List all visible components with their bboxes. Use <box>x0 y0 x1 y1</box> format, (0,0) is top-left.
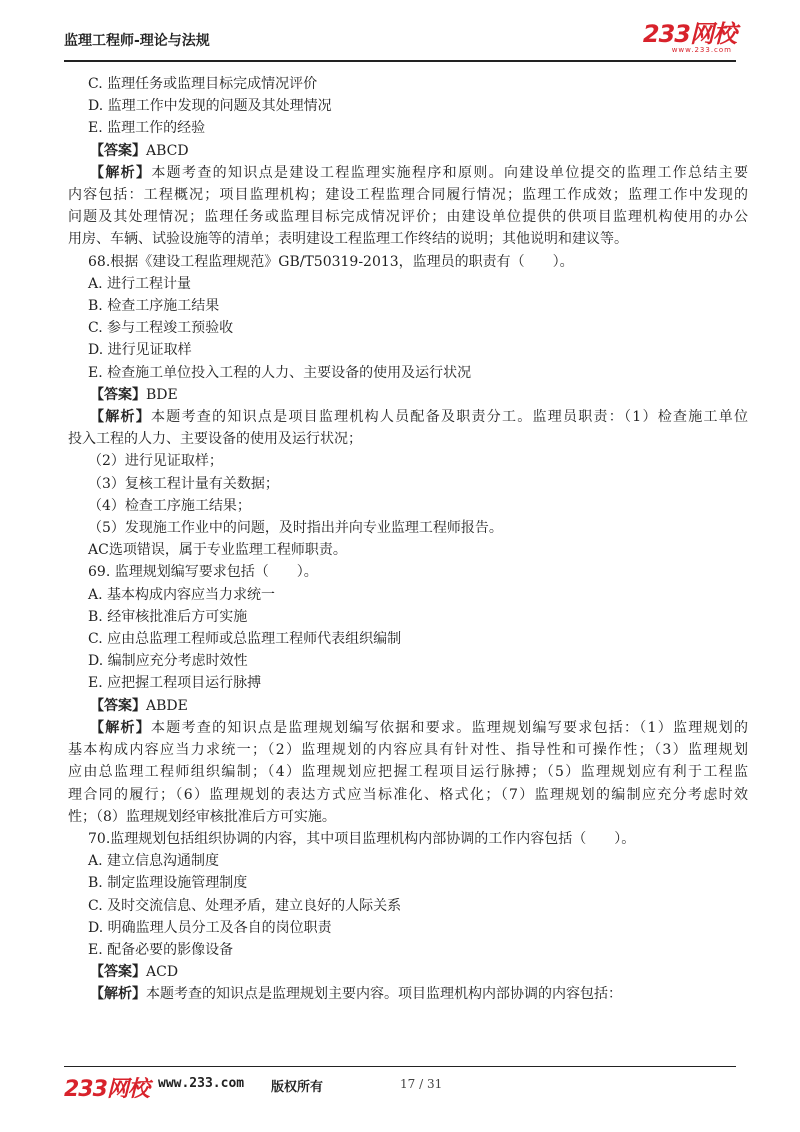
line-text: E. 应把握工程项目运行脉搏 <box>88 675 262 692</box>
text-line <box>68 895 748 917</box>
text-line <box>68 939 748 961</box>
line-text: A. 基本构成内容应当力求统一 <box>88 586 276 603</box>
text-line <box>68 606 748 628</box>
line-text: 本题考查的知识点是项目监理机构人员配备及职责分工。监理员职责：（1）检查施工单位 <box>151 409 749 426</box>
document-title: 监理工程师-理论与法规 <box>64 33 210 49</box>
text-line <box>68 561 748 583</box>
line-text: 本题考查的知识点是建设工程监理实施程序和原则。向建设单位提交的监理工作总结主要 <box>151 164 749 181</box>
text-line <box>68 695 748 717</box>
text-line <box>68 73 748 95</box>
label-tag: 【答案】 <box>90 386 146 403</box>
text-line <box>68 850 748 872</box>
text-line <box>68 983 748 1005</box>
text-line <box>68 917 748 939</box>
page-number: 17 / 31 <box>400 1077 443 1091</box>
line-text: 应由总监理工程师组织编制；（4）监理规划应把握工程项目运行脉搏；（5）监理规划应有利于工程监 <box>68 764 748 781</box>
footer-logo: 233网校 <box>64 1077 149 1102</box>
text-line <box>68 517 748 539</box>
text-line <box>68 317 748 339</box>
line-text: 理合同的履行；（6）监理规划的表达方式应当标准化、格式化；（7）监理规划的编制应充分考虑时效 <box>68 786 748 803</box>
text-line <box>68 95 748 117</box>
page-header <box>64 22 736 56</box>
line-text: 问题及其处理情况；监理任务或监理目标完成情况评价；由建设单位提供的供项目监理机构使用的办公 <box>68 209 748 226</box>
text-line <box>68 784 748 806</box>
line-text: C. 监理任务或监理目标完成情况评价 <box>88 76 318 92</box>
text-line <box>68 228 748 250</box>
text-line <box>68 495 748 517</box>
label-tag: 【解析】 <box>90 986 146 1003</box>
brand-logo <box>643 22 736 54</box>
text-line <box>68 473 748 495</box>
line-text: （4）检查工序施工结果； <box>88 497 251 514</box>
text-line <box>68 672 748 694</box>
label-tag: 【解析】 <box>90 719 152 736</box>
line-text: AC选项错误，属于专业监理工程师职责。 <box>88 542 347 559</box>
text-line <box>68 872 748 894</box>
line-text: A. 建立信息沟通制度 <box>88 853 220 870</box>
line-text: 本题考查的知识点是监理规划主要内容。项目监理机构内部协调的内容包括： <box>146 986 622 1003</box>
text-line <box>68 362 748 384</box>
text-line <box>68 628 748 650</box>
text-line <box>68 339 748 361</box>
text-line <box>68 406 748 428</box>
text-line <box>68 650 748 672</box>
text-line <box>68 584 748 606</box>
text-line <box>68 273 748 295</box>
text-line <box>68 184 748 206</box>
text-line <box>68 761 748 783</box>
page-footer <box>64 1070 736 1100</box>
label-tag: 【答案】 <box>90 964 146 981</box>
line-text: （3）复核工程计量有关数据； <box>88 475 279 492</box>
footer-copyright: 版权所有 <box>271 1080 324 1095</box>
text-line <box>68 384 748 406</box>
line-text: 投入工程的人力、主要设备的使用及运行状况； <box>68 431 362 448</box>
label-tag: 【答案】 <box>90 697 146 714</box>
line-text: E. 检查施工单位投入工程的人力、主要设备的使用及运行状况 <box>88 364 472 381</box>
line-text: C. 应由总监理工程师或总监理工程师代表组织编制 <box>88 631 402 648</box>
line-text: 69. 监理规划编写要求包括（ ）。 <box>88 564 318 581</box>
line-text: 本题考查的知识点是监理规划编写依据和要求。监理规划编写要求包括：（1）监理规划的 <box>151 719 749 736</box>
line-text: E. 监理工作的经验 <box>88 120 206 137</box>
line-text: C. 及时交流信息、处理矛盾，建立良好的人际关系 <box>88 897 402 914</box>
line-text: C. 参与工程竣工预验收 <box>88 320 234 337</box>
text-line <box>68 539 748 561</box>
text-line <box>68 961 748 983</box>
logo-text: 233网校 <box>642 20 736 48</box>
line-text: D. 编制应充分考虑时效性 <box>88 653 248 670</box>
label-tag: 【解析】 <box>90 164 152 181</box>
text-line <box>68 206 748 228</box>
line-text: D. 明确监理人员分工及各自的岗位职责 <box>88 919 332 936</box>
text-line <box>68 828 748 850</box>
text-line <box>68 717 748 739</box>
document-body <box>68 73 748 1006</box>
footer-url: www.233.com <box>158 1076 245 1091</box>
text-line <box>68 295 748 317</box>
text-line <box>68 251 748 273</box>
label-tag: 【答案】 <box>90 142 146 159</box>
line-text: 基本构成内容应当力求统一；（2）监理规划的内容应具有针对性、指导性和可操作性；（3）监理规划 <box>68 742 748 759</box>
line-text: 用房、车辆、试验设施等的清单；表明建设工程监理工作终结的说明；其他说明和建议等。 <box>68 231 628 248</box>
line-text: BDE <box>146 386 178 403</box>
text-line <box>68 806 748 828</box>
line-text: 内容包括：工程概况；项目监理机构；建设工程监理合同履行情况；监理工作成效；监理工作中发现的 <box>68 187 748 204</box>
text-line <box>68 117 748 139</box>
line-text: （5）发现施工作业中的问题，及时指出并向专业监理工程师报告。 <box>88 520 503 537</box>
text-line <box>68 140 748 162</box>
line-text: （2）进行见证取样； <box>88 453 223 470</box>
line-text: 70.监理规划包括组织协调的内容，其中项目监理机构内部协调的工作内容包括（ ）。 <box>88 830 636 847</box>
text-line <box>68 162 748 184</box>
footer-divider <box>64 1066 736 1067</box>
line-text: ABCD <box>146 142 189 159</box>
line-text: ACD <box>146 964 179 981</box>
line-text: B. 制定监理设施管理制度 <box>88 875 248 892</box>
line-text: B. 经审核批准后方可实施 <box>88 608 248 625</box>
line-text: B. 检查工序施工结果 <box>88 298 220 315</box>
line-text: D. 监理工作中发现的问题及其处理情况 <box>88 98 332 115</box>
line-text: ABDE <box>146 697 188 714</box>
line-text: D. 进行见证取样 <box>88 342 192 359</box>
line-text: 性；（8）监理规划经审核批准后方可实施。 <box>68 808 336 825</box>
text-line <box>68 428 748 450</box>
label-tag: 【解析】 <box>90 409 152 426</box>
header-divider <box>64 60 736 62</box>
line-text: 68.根据《建设工程监理规范》GB/T50319-2013，监理员的职责有（ ）。 <box>88 253 574 270</box>
line-text: A. 进行工程计量 <box>88 275 192 292</box>
text-line <box>68 739 748 761</box>
text-line <box>68 450 748 472</box>
logo-url: www.233.com <box>671 46 732 54</box>
line-text: E. 配备必要的影像设备 <box>88 941 234 958</box>
